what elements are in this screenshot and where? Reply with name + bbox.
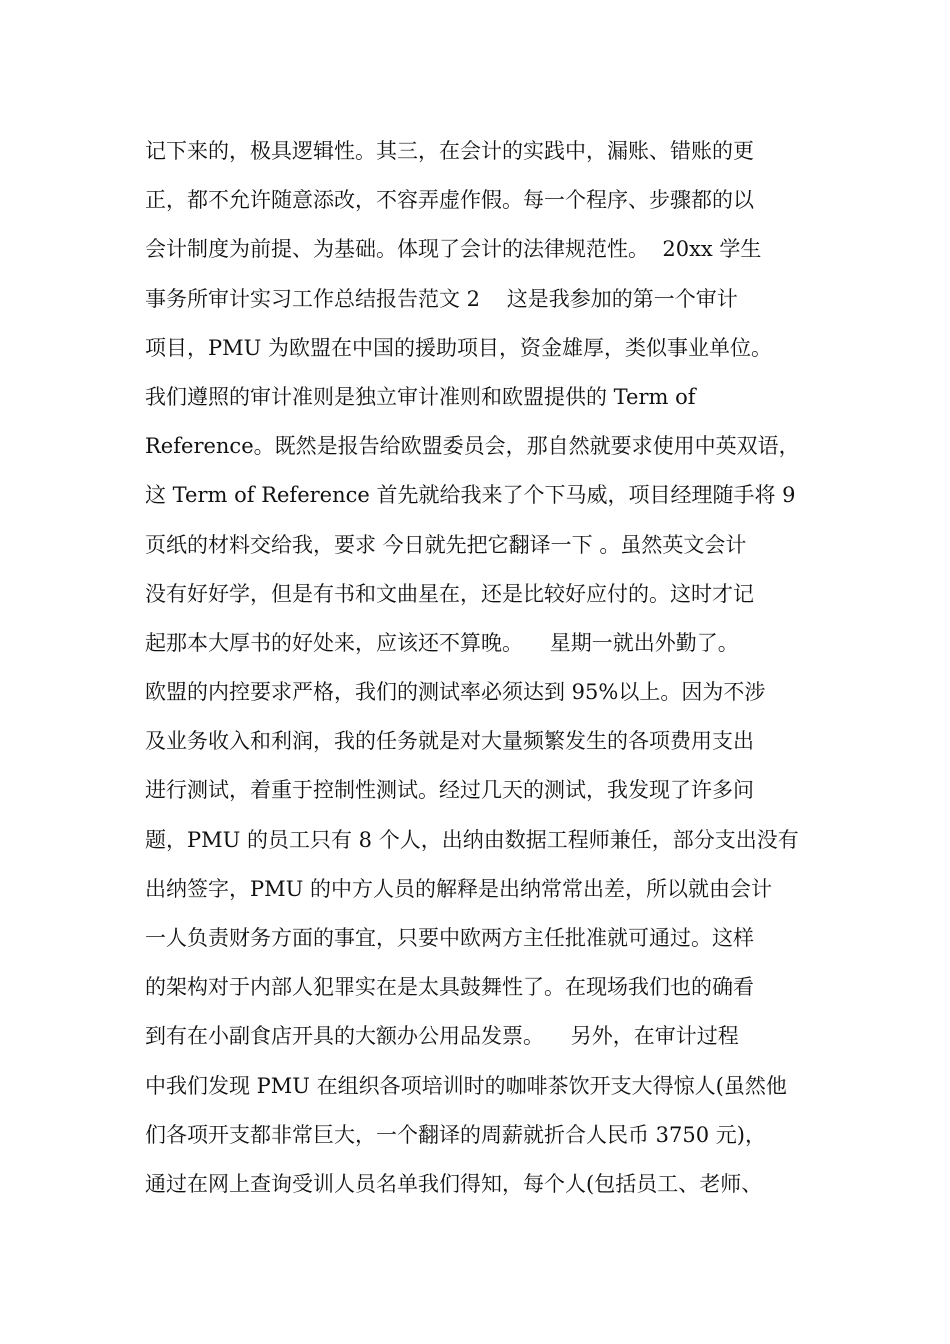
text-line: 题，PMU 的员工只有 8 个人，出纳由数据工程师兼任，部分支出没有 — [145, 827, 799, 852]
text-line: 正，都不允许随意添改，不容弄虚作假。每一个程序、步骤都的以 — [145, 188, 754, 213]
text-line: 起那本大厚书的好处来，应该还不算晚。 星期一就出外勤了。 — [145, 630, 739, 655]
text-line: 的架构对于内部人犯罪实在是太具鼓舞性了。在现场我们也的确看 — [145, 975, 754, 1000]
text-line: 进行测试，着重于控制性测试。经过几天的测试，我发现了许多问 — [145, 778, 754, 803]
text-line: 我们遵照的审计准则是独立审计准则和欧盟提供的 Term of — [145, 384, 696, 409]
text-line: 事务所审计实习工作总结报告范文 2 这是我参加的第一个审计 — [145, 286, 738, 311]
text-line: 及业务收入和利润，我的任务就是对大量频繁发生的各项费用支出 — [145, 729, 754, 754]
text-line: Reference。既然是报告给欧盟委员会，那自然就要求使用中英双语， — [145, 434, 800, 459]
text-line: 通过在网上查询受训人员名单我们得知，每个人(包括员工、老师、 — [145, 1171, 763, 1196]
text-line: 到有在小副食店开具的大额办公用品发票。 另外，在审计过程 — [145, 1024, 739, 1049]
text-line: 这 Term of Reference 首先就给我来了个下马威，项目经理随手将 9 — [145, 483, 796, 508]
body-text — [145, 131, 825, 1213]
text-line: 项目，PMU 为欧盟在中国的援助项目，资金雄厚，类似事业单位。 — [145, 335, 773, 360]
text-line: 中我们发现 PMU 在组织各项培训时的咖啡茶饮开支大得惊人(虽然他 — [145, 1073, 787, 1098]
text-line: 一人负责财务方面的事宜，只要中欧两方主任批准就可通过。这样 — [145, 926, 754, 950]
text-line: 们各项开支都非常巨大，一个翻译的周薪就折合人民币 3750 元)， — [145, 1122, 766, 1147]
text-line: 欧盟的内控要求严格，我们的测试率必须达到 95%以上。因为不涉 — [145, 680, 766, 705]
text-line: 页纸的材料交给我，要求 今日就先把它翻译一下 。虽然英文会计 — [145, 532, 747, 557]
text-line: 会计制度为前提、为基础。体现了会计的法律规范性。 20xx 学生 — [145, 237, 762, 262]
text-line: 没有好好学，但是有书和文曲星在，还是比较好应付的。这时才记 — [145, 581, 754, 606]
text-line: 记下来的，极具逻辑性。其三，在会计的实践中，漏账、错账的更 — [145, 139, 754, 163]
text-line: 出纳签字，PMU 的中方人员的解释是出纳常常出差，所以就由会计 — [145, 876, 773, 901]
